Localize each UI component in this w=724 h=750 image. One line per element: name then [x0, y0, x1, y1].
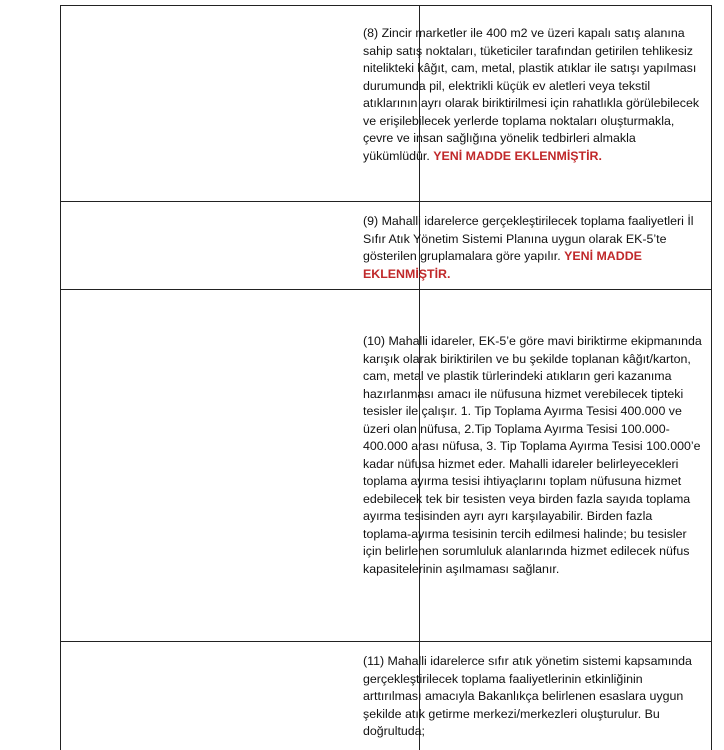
- row-divider: [61, 289, 711, 290]
- row-divider: [61, 201, 711, 202]
- article-10-cell: [363, 333, 703, 578]
- article-9-cell: [363, 213, 703, 283]
- new-article-note: YENİ MADDE EKLENMİŞTİR.: [363, 249, 642, 281]
- article-9-text: (9) Mahalli idarelerce gerçekleştirilecek toplama faaliyetleri İl Sıfır Atık Yönetim Sistemi Planına uygun olarak EK-5’te gösterilen gruplamalara göre yapılır. YENİ MADDE EKLENMİŞTİR.: [363, 214, 694, 281]
- new-article-note: YENİ MADDE EKLENMİŞTİR.: [433, 148, 602, 163]
- article-10-text: (10) Mahalli idareler, EK-5’e göre mavi biriktirme ekipmanında karışık olarak biriktirilen ve bu şekilde toplanan kâğıt/karton, cam, metal ve plastik türlerindeki atıkların geri kazanıma hazırlanması amacı ile nüfusuna hizmet verebilecek tipteki tesisler ile çalışır. 1. Tip Toplama Ayırma Tesisi 400.000 ve üzeri olan nüfusa, 2.Tip Toplama Ayırma Tesisi 100.000-400.000 arası nüfusa, 3. Tip Toplama Ayırma Tesisi 100.000’e kadar nüfusa hizmet eder. Mahalli idareler belirleyecekleri toplama ayırma tesisi ihtiyaçlarını toplam nüfusuna hizmet edebilecek tek bir tesisten veya birden fazla sayıda toplama ayırma tesisinden ayrı ayrı karşılayabilir. Birden fazla toplama-ayırma tesisinin tercih edilmesi halinde; bu tesisler için belirlenen sorumluluk alanlarında hizmet edilecek nüfus kapasitelerinin aşılmaması sağlanır.: [363, 334, 702, 576]
- article-11-cell: [363, 653, 703, 741]
- article-8-text: (8) Zincir marketler ile 400 m2 ve üzeri kapalı satış alanına sahip satış noktaları, tüketiciler tarafından getirilen tehlikesiz nitelikteki kâğıt, cam, metal, plastik atıklar ile satışı yapılması durumunda pil, elektrikli küçük ev aletleri veya tekstil atıklarının ayrı olarak biriktirilmesi için rahatlıkla görülebilecek ve erişilebilecek yerlerde toplama noktaları oluşturmakla, çevre ve insan sağlığına yönelik tedbirleri almakla yükümlüdür. YENİ MADDE EKLENMİŞTİR.: [363, 26, 700, 163]
- regulation-table: [60, 5, 712, 750]
- row-divider: [61, 641, 711, 642]
- article-11-text: (11) Mahalli idarelerce sıfır atık yönetim sistemi kapsamında gerçekleştirilecek toplama faaliyetlerinin etkinliğinin arttırılması amacıyla Bakanlıkça belirlenen esaslara uygun şekilde atık getirme merkezi/merkezleri oluşturulur. Bu doğrultuda;: [363, 654, 692, 738]
- article-8-cell: [363, 25, 703, 165]
